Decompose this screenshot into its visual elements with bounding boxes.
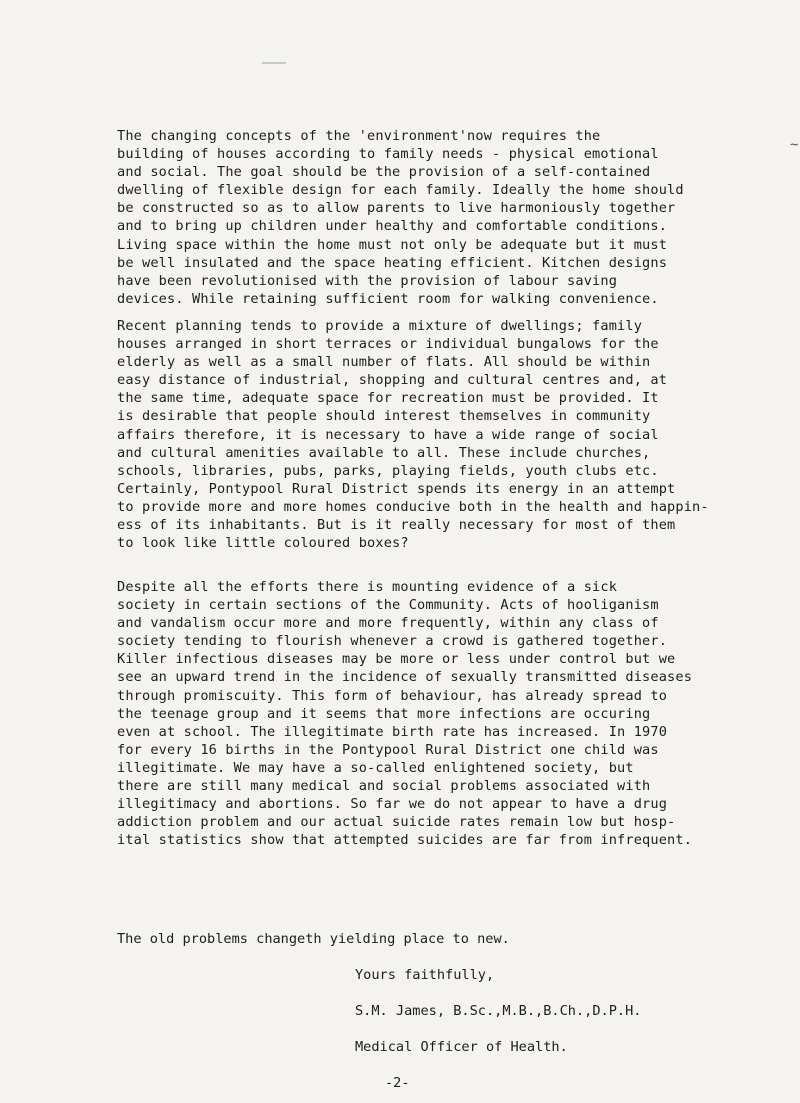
text-line: to look like little coloured boxes? [117,535,409,552]
scan-mark [262,62,286,64]
text-line: houses arranged in short terraces or individual bungalows for the [117,336,659,353]
text-line: addiction problem and our actual suicide rates remain low but hosp- [117,814,676,831]
text-line: ital statistics show that attempted suicides are far from infrequent. [117,832,693,849]
text-line: Certainly, Pontypool Rural District spends its energy in an attempt [117,480,676,497]
text-line: Despite all the efforts there is mounting evidence of a sick [117,579,618,595]
signature-title: Medical Officer of Health. [355,1039,568,1055]
text-line: society in certain sections of the Community. Acts of hooliganism [117,597,659,614]
signoff: Yours faithfully, [355,967,495,983]
text-line: be constructed so as to allow parents to live harmoniously together [117,200,676,217]
text-line: even at school. The illegitimate birth rate has increased. In 1970 [117,723,668,740]
text-line: Killer infectious diseases may be more or less under control but we [117,651,676,668]
text-line: through promiscuity. This form of behaviour, has already spread to [117,687,668,704]
text-line: the teenage group and it seems that more infections are occuring [117,705,651,722]
text-line: schools, libraries, pubs, parks, playing fields, youth clubs etc. [117,462,659,479]
signature-name: S.M. James, B.Sc.,M.B.,B.Ch.,D.P.H. [355,1003,642,1019]
text-line: be well insulated and the space heating efficient. Kitchen designs [117,254,668,271]
text-line: Living space within the home must not only be adequate but it must [117,236,668,253]
closing-line: The old problems changeth yielding place to new. [117,931,510,947]
text-line: illegitimacy and abortions. So far we do not appear to have a drug [117,796,668,813]
text-line: is desirable that people should interest themselves in community [117,408,651,425]
text-line: have been revolutionised with the provision of labour saving [117,272,618,289]
text-line: dwelling of flexible design for each family. Ideally the home should [117,182,684,199]
text-line: there are still many medical and social problems associated with [117,778,651,795]
paragraph-housing [117,127,797,308]
margin-mark: ~ [790,137,799,153]
text-line: and vandalism occur more and more frequently, within any class of [117,615,659,632]
text-line: Recent planning tends to provide a mixture of dwellings; family [117,318,643,334]
text-line: easy distance of industrial, shopping and cultural centres and, at [117,372,668,389]
text-line: elderly as well as a small number of flats. All should be within [117,354,651,371]
text-line: and social. The goal should be the provision of a self-contained [117,164,651,181]
text-line: illegitimate. We may have a so-called enlightened society, but [117,759,634,776]
text-line: the same time, adequate space for recreation must be provided. It [117,390,659,407]
paragraph-planning [117,317,797,552]
text-line: The changing concepts of the 'environment'now requires the [117,128,601,144]
text-line: devices. While retaining sufficient room for walking convenience. [117,290,659,307]
paragraph-society [117,578,797,849]
text-line: see an upward trend in the incidence of sexually transmitted diseases [117,669,693,686]
text-line: affairs therefore, it is necessary to have a wide range of social [117,426,659,443]
text-line: society tending to flourish whenever a crowd is gathered together. [117,633,668,650]
text-line: and cultural amenities available to all. These include churches, [117,444,651,461]
text-line: to provide more and more homes conducive both in the health and happin- [117,498,709,515]
text-line: ess of its inhabitants. But is it really necessary for most of them [117,517,676,534]
text-line: building of houses according to family needs - physical emotional [117,146,659,163]
text-line: for every 16 births in the Pontypool Rural District one child was [117,741,659,758]
text-line: and to bring up children under healthy and comfortable conditions. [117,218,668,235]
page-number: -2- [385,1075,410,1091]
